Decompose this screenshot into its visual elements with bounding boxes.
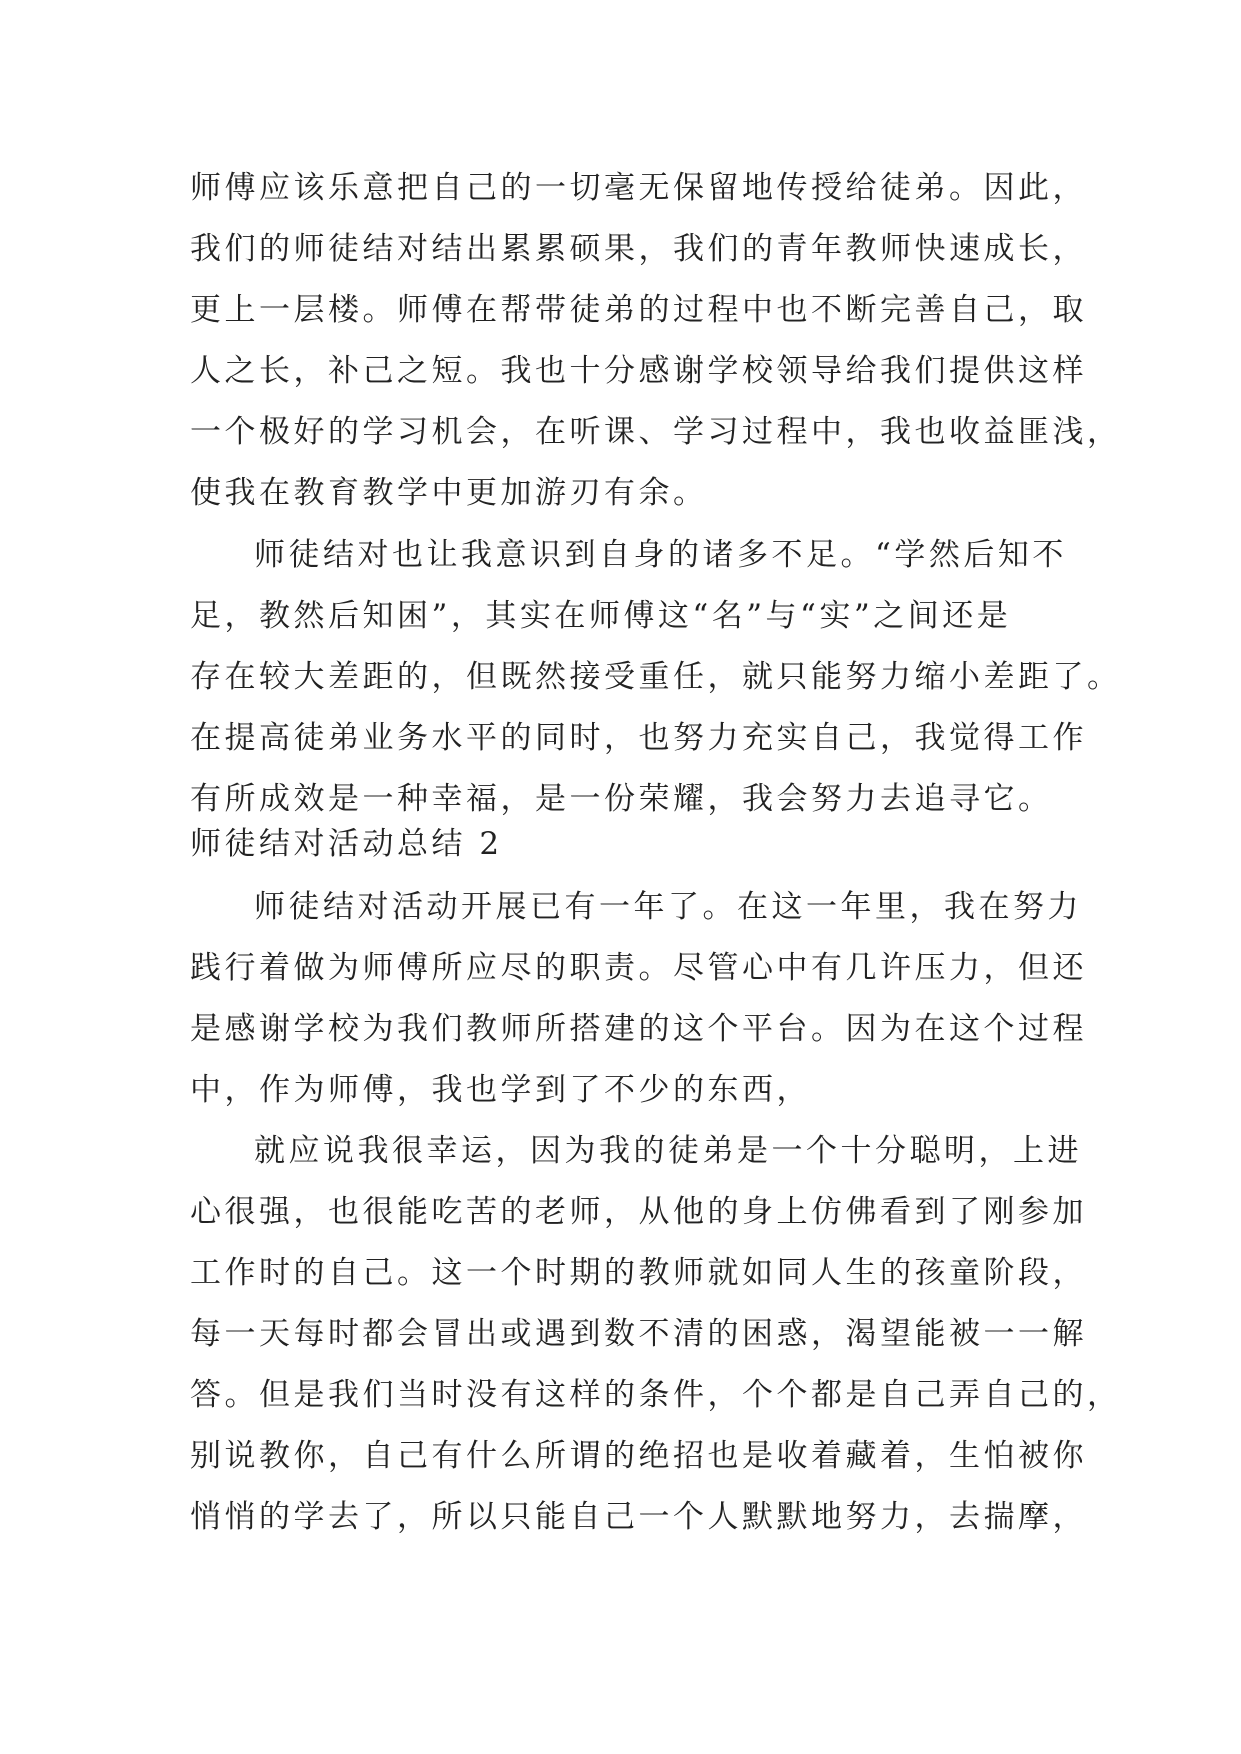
- paragraph-line: 人之长，补己之短。我也十分感谢学校领导给我们提供这样: [190, 353, 1087, 389]
- paragraph-line: 使我在教育教学中更加游刃有余。: [190, 475, 708, 511]
- paragraph-line: 践行着做为师傅所应尽的职责。尽管心中有几许压力，但还: [190, 950, 1087, 986]
- section-heading: [190, 814, 1060, 875]
- paragraph-line: 一个极好的学习机会，在听课、学习过程中，我也收益匪浅，: [190, 414, 1122, 450]
- paragraph-line: 工作时的自己。这一个时期的教师就如同人生的孩童阶段，: [190, 1255, 1087, 1291]
- paragraph-line: 在提高徒弟业务水平的同时，也努力充实自己，我觉得工作: [190, 720, 1087, 756]
- paragraph-line: 心很强，也很能吃苦的老师，从他的身上仿佛看到了刚参加: [190, 1194, 1087, 1230]
- paragraph-line: 我们的师徒结对结出累累硕果，我们的青年教师快速成长，: [190, 231, 1087, 267]
- paragraph-line: 中，作为师傅，我也学到了不少的东西，: [190, 1072, 811, 1108]
- section-heading-text: 师徒结对活动总结 2: [190, 826, 503, 862]
- paragraph-2: [190, 525, 1122, 830]
- paragraph-line: 足，教然后知困”，其实在师傅这“名”与“实”之间还是: [190, 598, 1012, 634]
- paragraph-line: 师徒结对也让我意识到自身的诸多不足。“学然后知不: [254, 537, 1067, 573]
- paragraph-4: [190, 1121, 1122, 1548]
- paragraph-line: 是感谢学校为我们教师所搭建的这个平台。因为在这个过程: [190, 1011, 1087, 1047]
- paragraph-line: 师徒结对活动开展已有一年了。在这一年里，我在努力: [254, 889, 1082, 925]
- paragraph-line: 存在较大差距的，但既然接受重任，就只能努力缩小差距了。: [190, 659, 1122, 695]
- paragraph-line: 别说教你，自己有什么所谓的绝招也是收着藏着，生怕被你: [190, 1438, 1087, 1474]
- paragraph-1: [190, 158, 1122, 524]
- paragraph-line: 有所成效是一种幸福，是一份荣耀，我会努力去追寻它。: [190, 781, 1053, 817]
- paragraph-line: 师傅应该乐意把自己的一切毫无保留地传授给徒弟。因此，: [190, 170, 1087, 206]
- paragraph-3: [190, 877, 1087, 1121]
- paragraph-line: 就应说我很幸运，因为我的徒弟是一个十分聪明，上进: [254, 1133, 1082, 1169]
- paragraph-line: 更上一层楼。师傅在帮带徒弟的过程中也不断完善自己，取: [190, 292, 1087, 328]
- paragraph-line: 每一天每时都会冒出或遇到数不清的困惑，渴望能被一一解: [190, 1316, 1087, 1352]
- paragraph-line: 答。但是我们当时没有这样的条件，个个都是自己弄自己的，: [190, 1377, 1122, 1413]
- paragraph-line: 悄悄的学去了，所以只能自己一个人默默地努力，去揣摩，: [190, 1499, 1087, 1535]
